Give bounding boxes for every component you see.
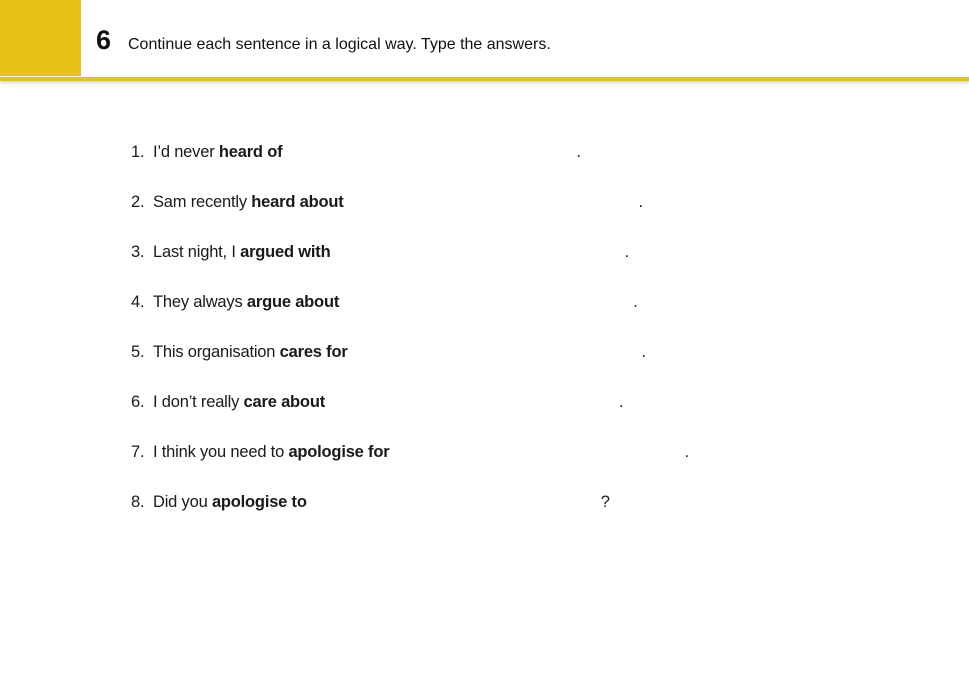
- exercise-item-4: [131, 289, 931, 315]
- exercise-item-7: [131, 439, 931, 465]
- item-keyword: heard about: [251, 193, 344, 211]
- exercise-item-6: [131, 389, 931, 415]
- answer-input-3[interactable]: [334, 243, 624, 263]
- item-number: 3.: [131, 243, 145, 261]
- header-divider: [0, 77, 969, 81]
- item-end-punctuation: .: [633, 293, 638, 311]
- answer-input-1[interactable]: [286, 143, 576, 163]
- answer-input-7[interactable]: [393, 443, 684, 463]
- answer-input-8[interactable]: [311, 493, 601, 513]
- item-keyword: care about: [243, 393, 325, 411]
- item-text: I don’t really: [153, 393, 244, 411]
- item-number: 7.: [131, 443, 145, 461]
- item-number: 1.: [131, 143, 145, 161]
- answer-input-2[interactable]: [348, 193, 639, 213]
- item-text: They always: [153, 293, 247, 311]
- item-keyword: argued with: [240, 243, 331, 261]
- exercise-item-5: [131, 339, 931, 365]
- item-end-punctuation: .: [576, 143, 581, 161]
- exercise-item-8: [131, 489, 931, 515]
- exercise-item-2: [131, 189, 931, 215]
- item-keyword: argue about: [246, 293, 340, 311]
- item-text: I’d never: [153, 143, 219, 161]
- answer-input-6[interactable]: [329, 393, 619, 413]
- exercise-item-3: [131, 239, 931, 265]
- answer-input-5[interactable]: [352, 343, 642, 363]
- item-end-punctuation: .: [624, 243, 629, 261]
- item-text: Sam recently: [153, 193, 252, 211]
- item-end-punctuation: .: [641, 343, 646, 361]
- item-text: I think you need to: [153, 443, 289, 461]
- item-keyword: cares for: [279, 343, 348, 361]
- exercise-number: 6: [96, 25, 112, 55]
- item-number: 2.: [131, 193, 145, 211]
- item-end-punctuation: .: [684, 443, 689, 461]
- item-text: This organisation: [153, 343, 280, 361]
- item-number: 5.: [131, 343, 145, 361]
- item-keyword: apologise for: [288, 443, 390, 461]
- exercise-instruction: Continue each sentence in a logical way. Type the answers.: [128, 36, 551, 53]
- item-text: Last night, I: [153, 243, 241, 261]
- item-end-punctuation: ?: [600, 493, 610, 511]
- item-number: 8.: [131, 493, 145, 511]
- exercise-item-1: [131, 139, 931, 165]
- item-number: 6.: [131, 393, 145, 411]
- header-accent-block: [0, 0, 81, 76]
- item-keyword: heard of: [218, 143, 283, 161]
- item-end-punctuation: .: [638, 193, 643, 211]
- answer-input-4[interactable]: [343, 293, 633, 313]
- item-end-punctuation: .: [619, 393, 624, 411]
- item-keyword: apologise to: [211, 493, 307, 511]
- item-text: Did you: [153, 493, 212, 511]
- item-number: 4.: [131, 293, 145, 311]
